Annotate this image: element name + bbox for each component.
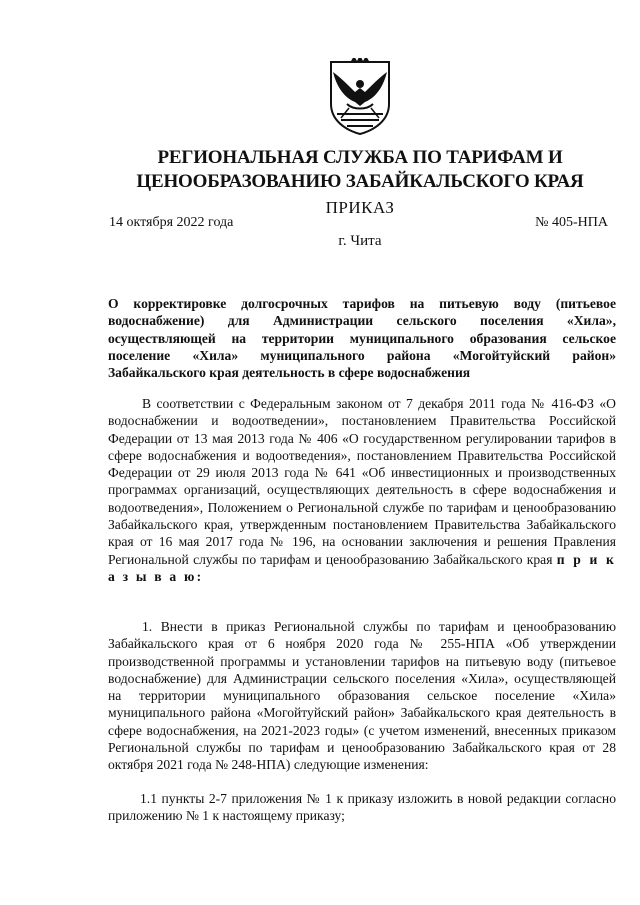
document-city: г. Чита bbox=[338, 233, 382, 249]
agency-title-line2: ЦЕНООБРАЗОВАНИЮ ЗАБАЙКАЛЬСКОГО КРАЯ bbox=[136, 171, 584, 192]
coat-of-arms-icon bbox=[327, 58, 393, 136]
document-type: ПРИКАЗ bbox=[325, 198, 395, 217]
agency-title-line1: РЕГИОНАЛЬНАЯ СЛУЖБА ПО ТАРИФАМ И bbox=[157, 147, 563, 168]
preamble-paragraph bbox=[108, 395, 616, 585]
order-colon: : bbox=[196, 568, 202, 584]
document-date: 14 октября 2022 года bbox=[109, 215, 234, 230]
document-subject: О корректировке долгосрочных тарифов на питьевую воду (питьевое водоснабжение) для Администрации сельского поселения «Хила», осуществляющей на территории муниципального образования сельское поселение «Хила» муниципального района «Могойтуйский район» Забайкальского края деятельность в сфере водоснабжения bbox=[108, 296, 616, 381]
agency-title bbox=[100, 146, 620, 194]
item-1-1-paragraph: 1.1 пункты 2-7 приложения № 1 к приказу изложить в новой редакции согласно приложению № 1 к настоящему приказу; bbox=[108, 791, 616, 824]
preamble-text: В соответствии с Федеральным законом от 7 декабря 2011 года № 416-ФЗ «О водоснабжении и водоотведении», постановлением Правительства Российской Федерации от 13 мая 2013 года № 406 «О государственном регулировании тарифов в сфере водоснабжения и водоотведения», постановлением Правительства Российской Федерации от 29 июля 2013 года № 641 «Об инвестиционных и производственных программах организаций, осуществляющих деятельность в сфере водоснабжения и водоотведения», Положением о Региональной службе по тарифам и ценообразованию Забайкальского края, утвержденным постановлением Правительства Забайкальского края от 16 мая 2017 года № 196, на основании заключения и решения Правления Региональной службы по тарифам и ценообразованию Забайкальского края bbox=[108, 396, 616, 567]
order-word: п р и к а з ы в а ю bbox=[108, 551, 616, 584]
item-1-paragraph: 1. Внести в приказ Региональной службы по тарифам и ценообразованию Забайкальского края от 6 ноября 2020 года № 255-НПА «Об утверждении производственной программы и установлении тарифов на питьевую воду (питьевое водоснабжение) для Администрации сельского поселения «Хила», осуществляющей на территории муниципального образования сельское поселение «Хила» муниципального района «Могойтуйский район» Забайкальского края деятельность в сфере водоснабжения, на 2021-2023 годы» (с учетом изменений, внесенных приказом Региональной службы по тарифам и ценообразованию Забайкальского края от 28 октября 2021 года № 248-НПА) следующие изменения: bbox=[108, 619, 616, 773]
document-number: № 405-НПА bbox=[535, 215, 608, 230]
